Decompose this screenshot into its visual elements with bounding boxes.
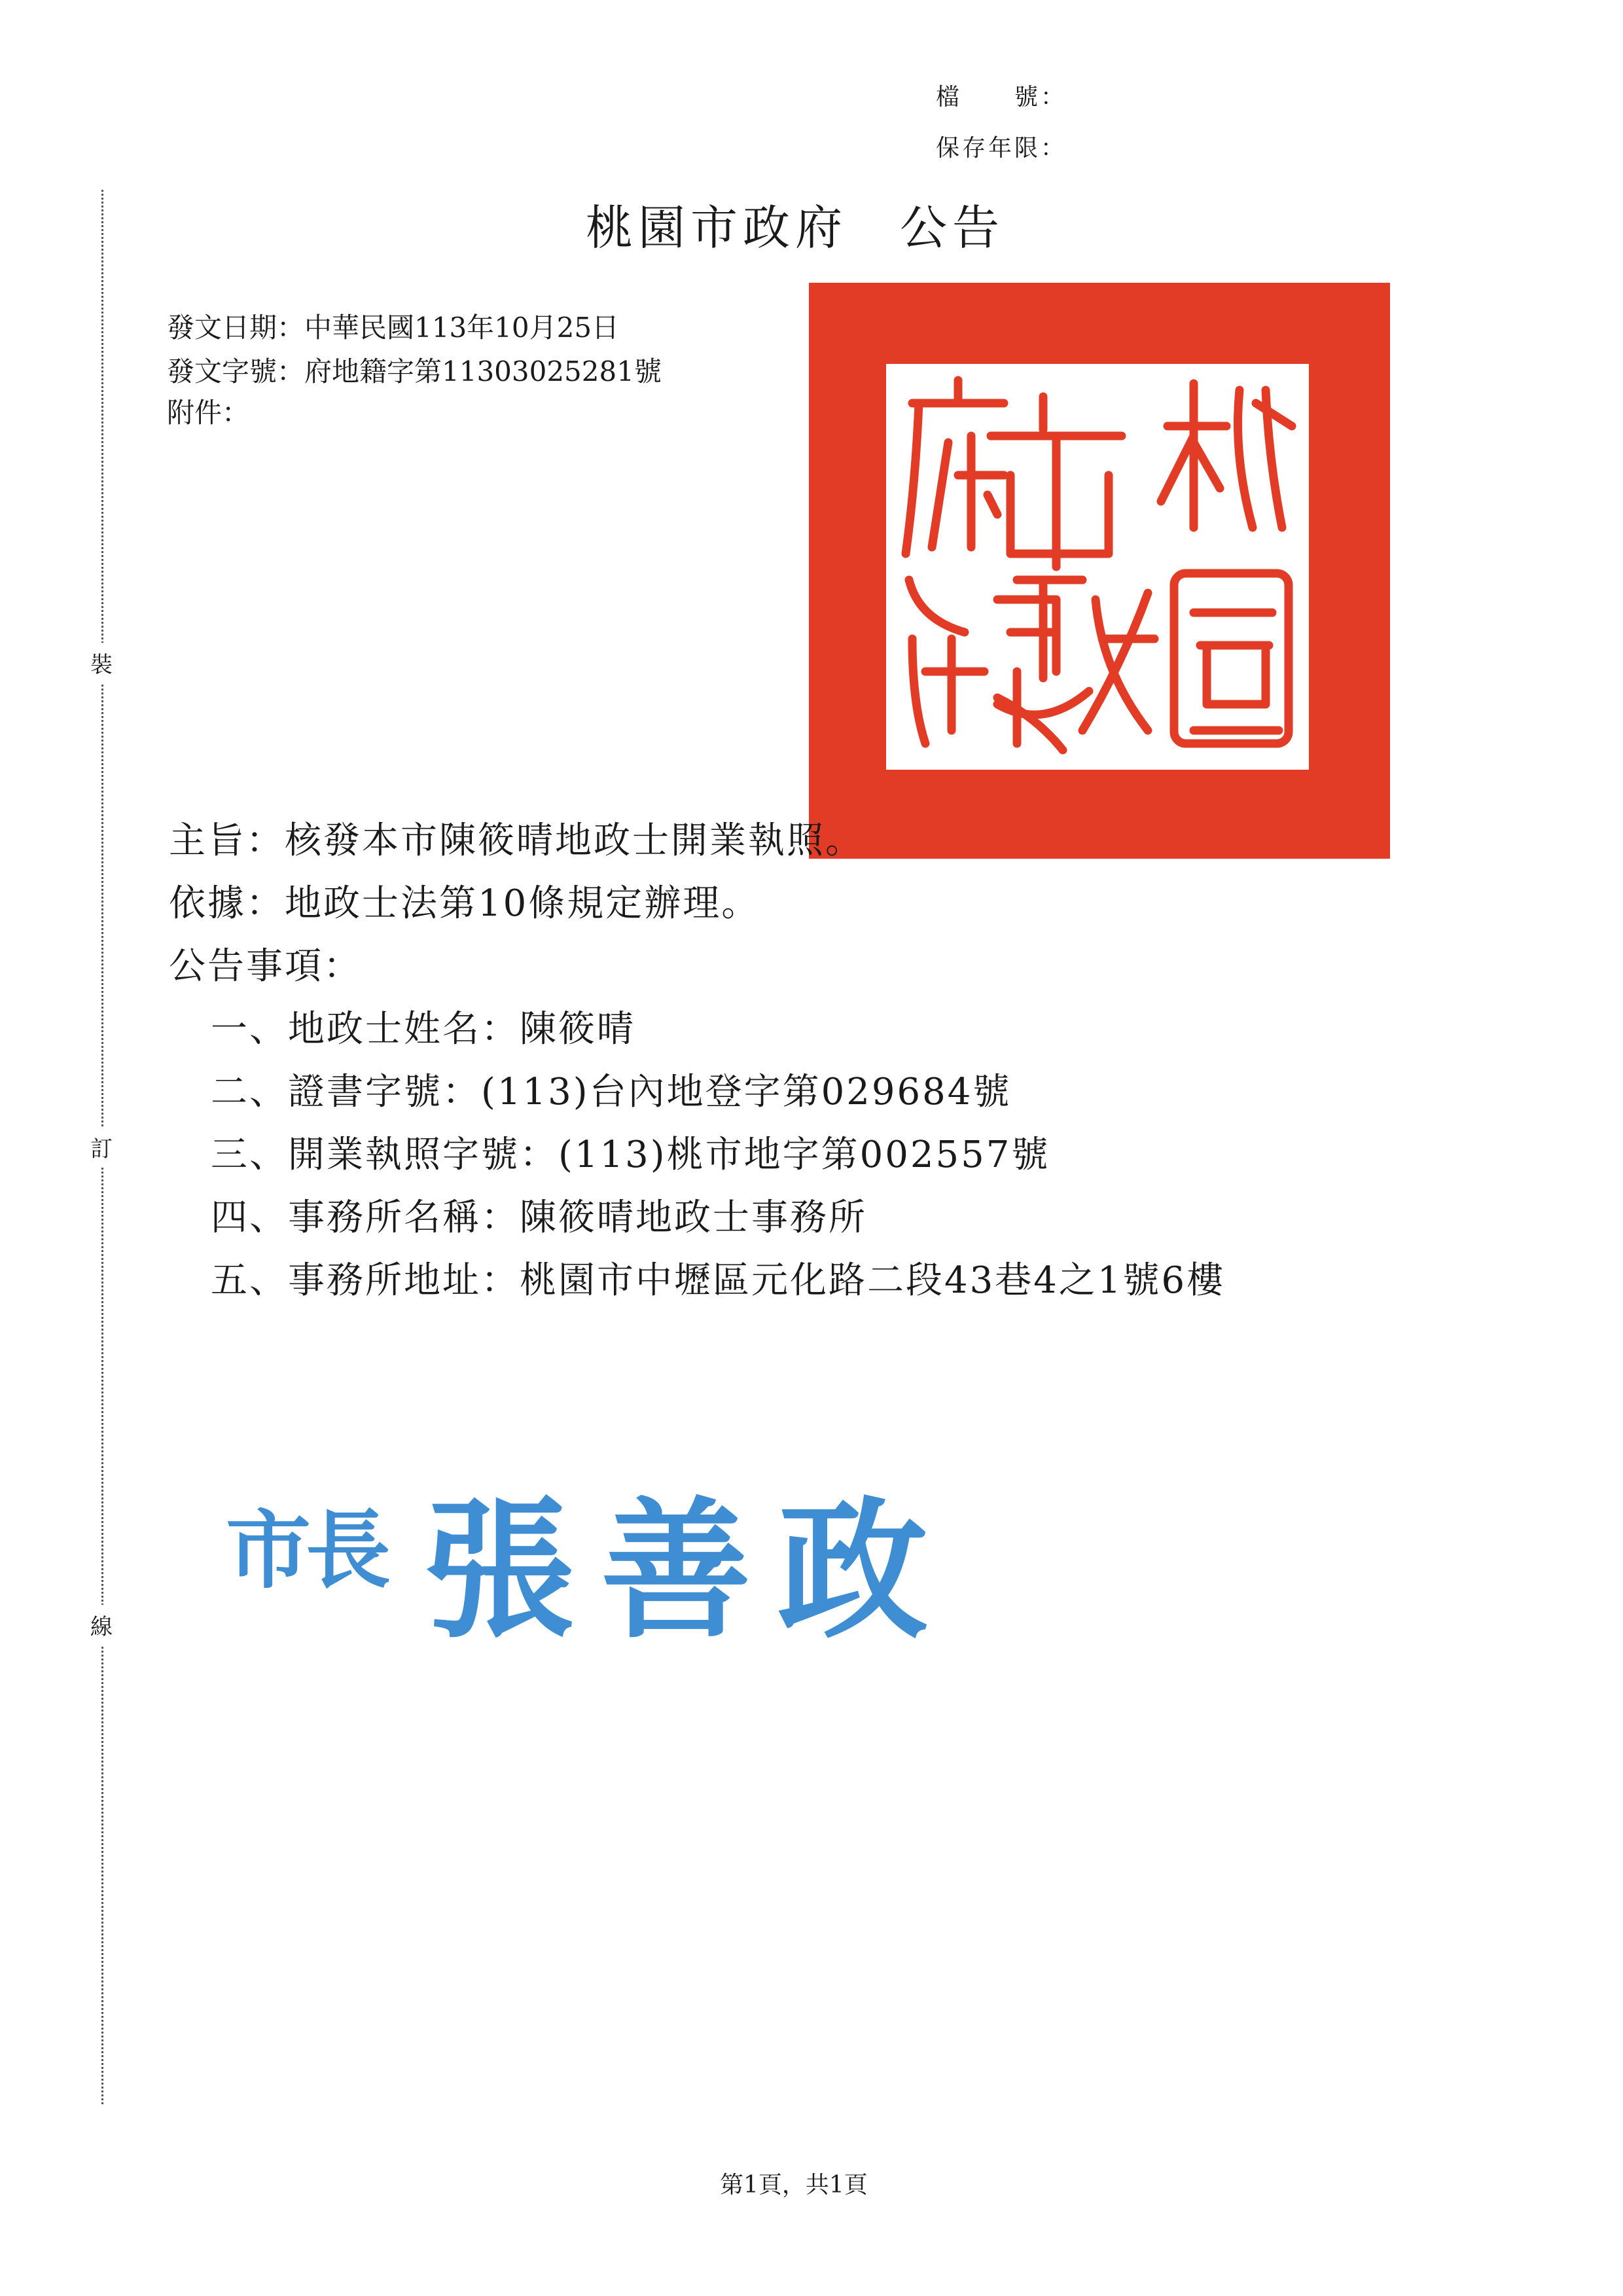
subject-line: 主旨：核發本市陳筱晴地政士開業執照。 <box>169 819 864 862</box>
item-license-number: 三、開業執照字號：(113)桃市地字第002557號 <box>211 1134 1050 1176</box>
items-heading: 公告事項： <box>169 945 362 988</box>
issue-date: 發文日期：中華民國113年10月25日 <box>167 312 620 344</box>
document-number: 發文字號：府地籍字第11303025281號 <box>167 355 662 387</box>
file-number-label: 檔 號： <box>936 84 1067 111</box>
retention-period-label: 保存年限： <box>936 135 1067 162</box>
item-office-address: 五、事務所地址：桃園市中壢區元化路二段43巷4之1號6樓 <box>211 1259 1226 1302</box>
binding-char-xian: 線 <box>90 1605 113 1645</box>
seal-characters-graphic <box>886 364 1309 770</box>
page-title: 桃園市政府 公告 <box>586 200 1005 255</box>
page-number: 第1頁，共1頁 <box>720 2172 868 2198</box>
basis-line: 依據：地政士法第10條規定辦理。 <box>169 882 760 925</box>
item-certificate-number: 二、證書字號：(113)台內地登字第029684號 <box>211 1071 1012 1113</box>
item-surveyor-name: 一、地政士姓名：陳筱晴 <box>211 1008 635 1050</box>
binding-char-ding: 訂 <box>90 1127 113 1167</box>
item-office-name: 四、事務所名稱：陳筱晴地政士事務所 <box>211 1196 867 1239</box>
attachment-label: 附件： <box>167 397 250 429</box>
official-seal <box>809 283 1390 859</box>
binding-char-zhuang: 裝 <box>90 643 113 683</box>
signature-name: 張善政 <box>424 1484 955 1659</box>
signature-title: 市長 <box>226 1501 386 1600</box>
